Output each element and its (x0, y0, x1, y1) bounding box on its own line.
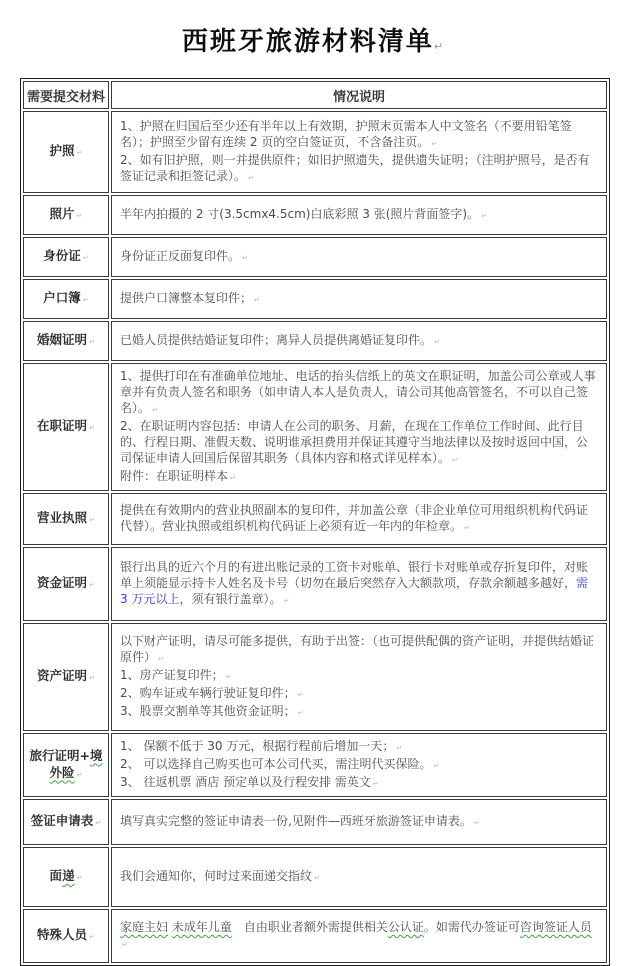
text-segment: 。如需代办签证可 (423, 920, 520, 934)
material-label (30, 748, 103, 780)
text-segment: 未成年儿童 (171, 920, 232, 934)
material-label-cell (23, 623, 109, 731)
text-segment: 签证申请表 (30, 813, 94, 828)
description-cell (111, 321, 607, 361)
text-segment: 2、购车证或车辆行驶证复印件； (120, 686, 296, 700)
material-label (50, 206, 83, 221)
header-row (23, 81, 607, 109)
description-paragraph (120, 418, 596, 468)
material-label (37, 668, 95, 683)
material-label (43, 248, 88, 263)
table-row (23, 279, 607, 319)
material-label-cell (23, 547, 109, 621)
text-segment: 家庭主妇 (120, 920, 169, 934)
material-label-cell (23, 195, 109, 235)
description-paragraph (120, 633, 596, 667)
text-segment: 护照 (49, 143, 75, 158)
description-cell (111, 733, 607, 797)
text-segment: 2、 可以选择自己购买也可本公司代买，需注明代买保险。 (120, 757, 432, 771)
description-paragraph (120, 502, 596, 536)
text-segment: 银行出具的近六个月的有进出账记录的工资卡对账单、银行卡对账单或存折复印件，对账单上须能显示持卡人姓名及卡号（切勿在最后突然存入大额款项，存款余额越多越好， (120, 560, 589, 590)
text-segment: 婚姻证明 (37, 332, 88, 347)
text-segment: 营业执照 (37, 510, 88, 525)
material-label-cell (23, 847, 109, 907)
text-segment: 身份证 (43, 248, 81, 263)
paragraph-mark: ↵ (433, 40, 444, 53)
text-segment: 附件：在职证明样本 (120, 469, 229, 483)
table-body (23, 111, 607, 963)
material-label-cell (23, 493, 109, 545)
text-segment: 3、股票交割单等其他资金证明； (120, 704, 296, 718)
description-paragraph (120, 774, 596, 792)
text-segment: 提供户口簿整本复印件； (120, 291, 253, 305)
materials-checklist-table (20, 78, 610, 966)
description-paragraph (120, 738, 596, 756)
description-paragraph (120, 332, 596, 350)
text-segment: 照片 (49, 206, 75, 221)
table-row (23, 547, 607, 621)
header-materials: 需要提交材料 (23, 81, 109, 109)
table-row (23, 909, 607, 963)
page-title-text: 西班牙旅游材料清单 (181, 27, 434, 57)
description-cell (111, 547, 607, 621)
text-segment: 提供在有效期内的营业执照副本的复印件，并加盖公章（非企业单位可用组织机构代码证代替）。营业执照或组织机构代码证上必须有近一年内的年检章。 (120, 503, 589, 533)
table-row (23, 847, 607, 907)
text-segment: ，须有银行盖章）。 (179, 592, 282, 606)
description-cell (111, 363, 607, 491)
description-paragraph (120, 290, 596, 308)
text-segment: 1、房产证复印件； (120, 668, 224, 682)
text-segment: 递 (62, 868, 75, 883)
description-cell (111, 493, 607, 545)
description-paragraph (120, 667, 596, 685)
text-segment: 在职证明 (37, 418, 88, 433)
table-row (23, 195, 607, 235)
material-label-cell (23, 799, 109, 845)
description-paragraph (120, 206, 596, 224)
text-segment: 1、 保额不低于 30 万元，根据行程前后增加一天； (120, 739, 395, 753)
text-segment: 身份证正反面复印件。 (120, 249, 241, 263)
description-cell (111, 799, 607, 845)
text-segment: 户口簿 (43, 290, 81, 305)
material-label (50, 868, 83, 883)
material-label-cell (23, 237, 109, 277)
text-segment: 旅行证明+ (29, 747, 90, 763)
material-label (43, 290, 88, 305)
material-label-cell (23, 111, 109, 193)
material-label-cell (23, 321, 109, 361)
material-label-cell (23, 733, 109, 797)
description-cell (111, 195, 607, 235)
table-row (23, 111, 607, 193)
table-row (23, 799, 607, 845)
header-description: 情况说明 (111, 81, 607, 109)
text-segment: 已婚人员提供结婚证复印件；离异人员提供离婚证复印件。 (120, 333, 433, 347)
description-paragraph (120, 118, 596, 152)
material-label (37, 418, 95, 433)
material-label-cell (23, 363, 109, 491)
description-paragraph (120, 813, 596, 831)
description-paragraph (120, 685, 596, 703)
text-segment: 以下财产证明，请尽可能多提供，有助于出签：（也可提供配偶的资产证明，并提供结婚证原件） (120, 634, 595, 664)
text-segment: 1、提供打印在有准确单位地址、电话的抬头信纸上的英文在职证明，加盖公司公章或人事章并有负责人签名和职务（如申请人本人是负责人，请公司其他高管签名，不可以自己签名）。 (120, 369, 596, 415)
table-row (23, 321, 607, 361)
text-segment: 2、在职证明内容包括：申请人在公司的职务、月薪，在现在工作单位工作时间、此行目的、行程日期、准假天数、说明谁承担费用并保证其遵守当地法律以及按时返回中国，公司保证申请人回国后保留其职务（具体内容和格式详见样本）。 (120, 419, 589, 465)
description-paragraph (120, 248, 596, 266)
description-cell (111, 623, 607, 731)
description-paragraph (120, 919, 596, 953)
material-label (50, 143, 83, 158)
description-cell (111, 847, 607, 907)
text-segment: 咨询签证人员 (519, 920, 592, 934)
table-row (23, 363, 607, 491)
table-row (23, 623, 607, 731)
description-paragraph (120, 368, 596, 418)
page-title (0, 26, 625, 63)
text-segment: 境外险 (49, 747, 103, 780)
text-segment: 资金证明 (37, 575, 88, 590)
text-segment: 2、如有旧护照，则一并提供原件；如旧护照遗失，提供遗失证明；（注明护照号，是否有签证记录和拒签记录）。 (120, 153, 590, 183)
text-segment: 我们会通知你，何时过来面递交指纹 (120, 869, 313, 883)
material-label (37, 575, 95, 590)
description-cell (111, 111, 607, 193)
text-segment: 半年内拍摄的 2 寸(3.5cmx4.5cm)白底彩照 3 张(照片背面签字)。 (120, 207, 480, 221)
text-segment: 填写真实完整的签证申请表一份,见附件—西班牙旅游签证申请表。 (120, 814, 472, 828)
description-paragraph (120, 152, 596, 186)
table-row (23, 237, 607, 277)
description-paragraph (120, 559, 596, 609)
text-segment: 面 (49, 868, 63, 883)
text-segment: 需 3 万元以上 (120, 576, 589, 606)
text-segment: 1、护照在归国后至少还有半年以上有效期，护照末页需本人中文签名（不要用铅笔签名）；护照至少留有连续 2 页的空白签证页，不含备注页。 (120, 119, 572, 149)
material-label-cell (23, 909, 109, 963)
table-row (23, 733, 607, 797)
table-row (23, 493, 607, 545)
description-cell (111, 279, 607, 319)
table-header (23, 81, 607, 109)
description-cell (111, 909, 607, 963)
material-label (31, 813, 101, 828)
text-segment: 资产证明 (37, 668, 88, 683)
text-segment: 自由职业者额外需提供相关 (231, 920, 388, 934)
description-paragraph (120, 756, 596, 774)
text-segment: 特殊人员 (37, 927, 88, 942)
material-label (37, 927, 95, 942)
text-segment: 公认证 (387, 920, 424, 934)
description-paragraph (120, 703, 596, 721)
description-cell (111, 237, 607, 277)
material-label-cell (23, 279, 109, 319)
material-label (37, 332, 95, 347)
text-segment: 3、 往返机票 酒店 预定单以及行程安排 需英文 (120, 775, 371, 789)
material-label (37, 510, 95, 525)
description-paragraph (120, 468, 596, 486)
description-paragraph (120, 868, 596, 886)
